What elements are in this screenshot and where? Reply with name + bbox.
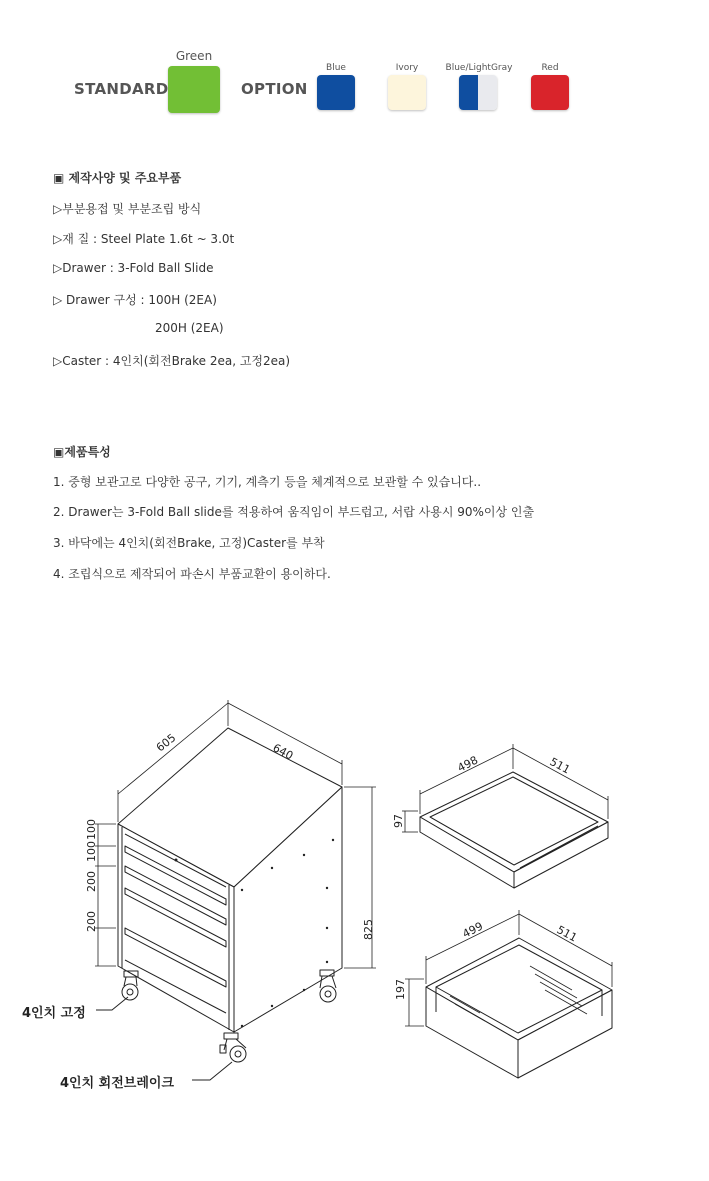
technical-drawing	[0, 700, 709, 1120]
large-drawer-depth-label: 511	[554, 923, 580, 945]
standard-color-swatch	[168, 66, 220, 113]
option-swatch-blue-lightgray	[459, 75, 497, 110]
caster-brake-callout: 4인치 회전브레이크	[60, 1076, 175, 1091]
spec-line-drawer-slide: ▷Drawer : 3-Fold Ball Slide	[53, 261, 214, 275]
option-color-name-blue-lightgray: Blue/LightGray	[445, 63, 513, 73]
caster-fixed-callout: 4인치 고정	[22, 1006, 86, 1021]
dim-200b-label: 200	[85, 911, 98, 932]
dim-100b-label: 100	[85, 841, 98, 862]
caster-brake-icon	[220, 1033, 246, 1062]
cabinet-drawing	[95, 700, 376, 1080]
standard-label: STANDARD	[74, 80, 169, 98]
dim-100a-label: 100	[85, 819, 98, 840]
feature-line-1: 1. 중형 보관고로 다양한 공구, 기기, 계측기 등을 체계적으로 보관할 수 있습니다..	[53, 475, 482, 489]
option-swatch-ivory	[388, 75, 426, 110]
option-swatch-blue	[317, 75, 355, 110]
option-color-name-ivory: Ivory	[395, 63, 419, 73]
option-swatch-red	[531, 75, 569, 110]
spec-heading: ▣ 제작사양 및 주요부품	[53, 171, 182, 185]
standard-color-name: Green	[175, 49, 213, 63]
dim-height-label: 825	[362, 919, 375, 940]
option-color-name-red: Red	[541, 63, 559, 73]
small-drawer-depth-label: 511	[547, 755, 573, 777]
spec-line-material: ▷재 질 : Steel Plate 1.6t ~ 3.0t	[53, 232, 235, 246]
large-drawer-height-label: 197	[394, 979, 407, 1000]
small-drawer-height-label: 97	[392, 814, 405, 828]
small-drawer-width-label: 498	[455, 753, 481, 775]
large-drawer-drawing	[405, 910, 612, 1078]
feature-line-2: 2. Drawer는 3-Fold Ball slide를 적용하여 움직임이 부드럽고, 서랍 사용시 90%이상 인출	[53, 505, 535, 519]
feature-line-4: 4. 조립식으로 제작되어 파손시 부품교환이 용이하다.	[53, 567, 331, 581]
dim-width-label: 605	[153, 731, 179, 755]
features-heading: ▣제품특성	[53, 445, 111, 459]
large-drawer-width-label: 499	[460, 919, 486, 941]
spec-line-welding: ▷부분용접 및 부분조립 방식	[53, 202, 202, 216]
small-drawer-drawing	[402, 744, 608, 888]
feature-line-3: 3. 바닥에는 4인치(회전Brake, 고정)Caster를 부착	[53, 536, 325, 550]
option-color-name-blue: Blue	[326, 63, 346, 73]
dim-depth-label: 640	[270, 741, 296, 763]
spec-line-drawer-config-2: 200H (2EA)	[155, 321, 224, 335]
spec-line-caster: ▷Caster : 4인치(회전Brake 2ea, 고정2ea)	[53, 354, 291, 368]
spec-line-drawer-config: ▷ Drawer 구성 : 100H (2EA)	[53, 293, 217, 307]
dim-200a-label: 200	[85, 871, 98, 892]
option-label: OPTION	[241, 80, 308, 98]
